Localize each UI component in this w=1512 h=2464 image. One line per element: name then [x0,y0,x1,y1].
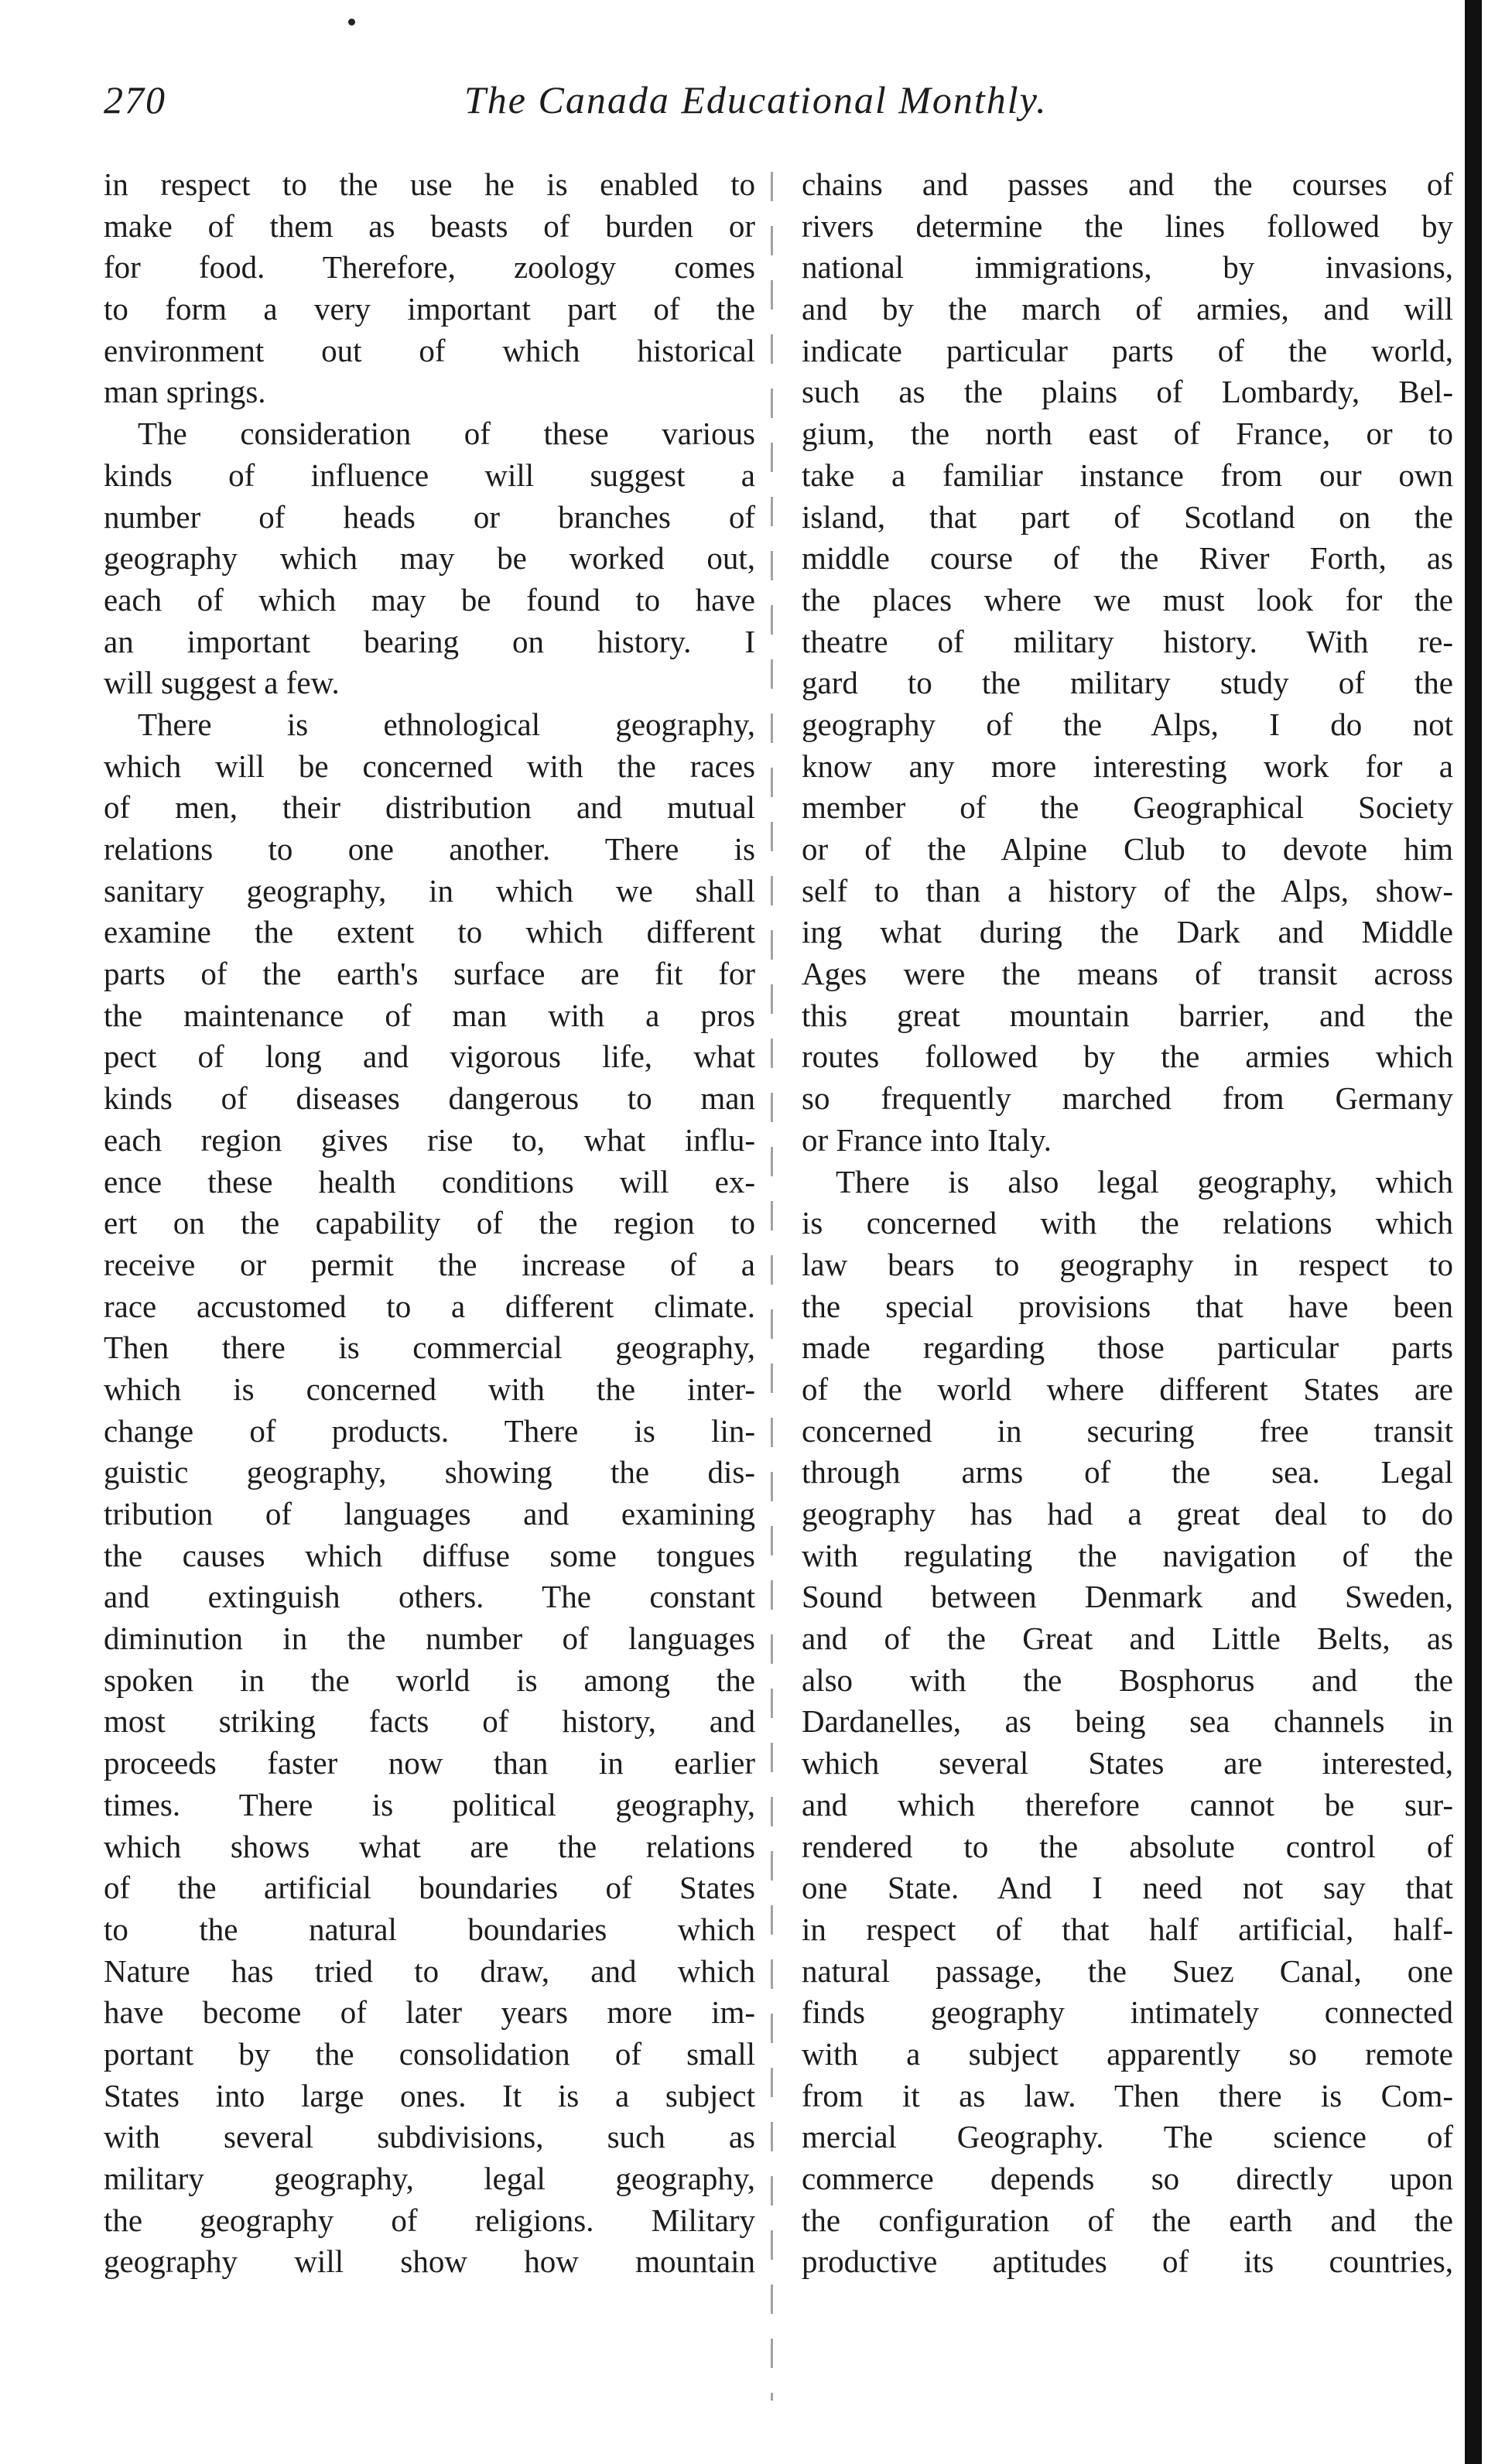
right-text-column [802,164,1453,2283]
text-line: Then there is commercial geography, [104,1330,755,1366]
text-line: geography which may be worked out, [104,540,755,577]
text-line: guistic geography, showing the dis- [104,1454,755,1490]
print-speck [348,19,355,26]
text-line: Ages were the means of transit across [802,956,1453,992]
text-line: made regarding those particular parts [802,1330,1453,1366]
text-line: sanitary geography, in which we shall [104,872,755,909]
text-line: of the world where different States are [802,1371,1453,1407]
text-line: with several subdivisions, such as [104,2119,755,2155]
text-line: There is ethnological geography, [138,706,755,742]
text-line: change of products. There is lin- [104,1412,755,1449]
text-line: so frequently marched from Germany [802,1080,1453,1117]
text-line: which shows what are the relations [104,1828,755,1864]
page-number: 270 [104,78,166,121]
text-line: know any more interesting work for a [802,748,1453,784]
text-line: law bears to geography in respect to [802,1246,1453,1282]
text-line: and extinguish others. The constant [104,1579,755,1615]
text-line: routes followed by the armies which [802,1039,1453,1075]
text-line: commerce depends so directly upon [802,2161,1453,2196]
text-line: States into large ones. It is a subject [104,2077,755,2113]
text-line: each region gives rise to, what influ- [104,1121,755,1158]
text-line: with a subject apparently so remote [802,2035,1453,2072]
text-line: kinds of diseases dangerous to man [104,1080,755,1117]
text-line: rendered to the absolute control of [802,1828,1453,1864]
column-gutter-rule [771,172,773,2401]
text-line: parts of the earth's surface are fit for [104,956,755,992]
text-line: relations to one another. There is [104,831,755,867]
text-line: or France into Italy. [802,1121,1052,1158]
text-line: the special provisions that have been [802,1288,1453,1324]
text-line: one State. And I need not say that [802,1870,1453,1906]
text-line: in respect of that half artificial, half- [802,1911,1453,1947]
text-line: most striking facts of history, and [104,1703,755,1740]
text-line: of the artificial boundaries of States [104,1870,755,1906]
text-line: self to than a history of the Alps, show- [802,872,1453,909]
text-line: spoken in the world is among the [104,1661,755,1698]
text-line: and of the Great and Little Belts, as [802,1620,1453,1657]
text-line: member of the Geographical Society [802,789,1453,826]
text-line: the causes which diffuse some tongues [104,1537,755,1573]
text-line: in respect to the use he is enabled to [104,166,755,202]
text-line: the geography of religions. Military [104,2202,755,2238]
text-line: chains and passes and the courses of [802,166,1453,202]
text-line: ence these health conditions will ex- [104,1163,755,1199]
text-line: productive aptitudes of its countries, [802,2243,1453,2280]
text-line: to form a very important part of the [104,291,755,327]
text-line: with regulating the navigation of the [802,1537,1453,1573]
text-line: have become of later years more im- [104,1994,755,2031]
text-line: geography will show how mountain [104,2243,755,2280]
text-line: also with the Bosphorus and the [802,1661,1453,1698]
running-title: The Canada Educational Monthly. [464,78,1048,121]
text-line: Sound between Denmark and Sweden, [802,1579,1453,1615]
text-line: ert on the capability of the region to [104,1205,755,1241]
text-line: geography has had a great deal to do [802,1496,1453,1531]
text-line: of men, their distribution and mutual [104,789,755,826]
text-line: national immigrations, by invasions, [802,249,1453,286]
left-text-column [104,164,755,2283]
text-line: the configuration of the earth and the [802,2202,1453,2238]
text-line: which several States are interested, [802,1745,1453,1781]
text-line: this great mountain barrier, and the [802,997,1453,1033]
text-line: through arms of the sea. Legal [802,1454,1453,1490]
text-line: the maintenance of man with a pros [104,997,755,1033]
text-line: race accustomed to a different climate. [104,1288,755,1324]
text-line: Dardanelles, as being sea channels in [802,1703,1453,1740]
text-line: military geography, legal geography, [104,2161,755,2196]
text-line: natural passage, the Suez Canal, one [802,1952,1453,1989]
text-line: which will be concerned with the races [104,748,755,784]
text-line: pect of long and vigorous life, what [104,1039,755,1075]
text-line: gard to the military study of the [802,665,1453,701]
text-line: or of the Alpine Club to devote him [802,831,1453,867]
text-line: each of which may be found to have [104,581,755,618]
text-line: the places where we must look for the [802,581,1453,618]
text-line: geography of the Alps, I do not [802,706,1453,742]
text-line: rivers determine the lines followed by [802,207,1453,244]
text-line: gium, the north east of France, or to [802,416,1453,452]
text-line: concerned in securing free transit [802,1412,1453,1449]
text-line: tribution of languages and examining [104,1496,755,1531]
text-line: finds geography intimately connected [802,1994,1453,2031]
text-line: and by the march of armies, and will [802,291,1453,327]
text-line: an important bearing on history. I [104,623,755,659]
text-line: which is concerned with the inter- [104,1371,755,1407]
text-line: mercial Geography. The science of [802,2119,1453,2155]
text-line: is concerned with the relations which [802,1205,1453,1241]
text-line: and which therefore cannot be sur- [802,1786,1453,1822]
text-line: middle course of the River Forth, as [802,540,1453,577]
text-line: number of heads or branches of [104,498,755,535]
text-line: There is also legal geography, which [836,1163,1453,1199]
text-line: take a familiar instance from our own [802,457,1453,493]
text-line: indicate particular parts of the world, [802,332,1453,368]
text-line: make of them as beasts of burden or [104,207,755,244]
text-line: theatre of military history. With re- [802,623,1453,659]
text-line: ing what during the Dark and Middle [802,914,1453,950]
text-line: The consideration of these various [138,416,755,452]
text-line: receive or permit the increase of a [104,1246,755,1282]
text-line: examine the extent to which different [104,914,755,950]
text-line: environment out of which historical [104,332,755,368]
text-line: from it as law. Then there is Com- [802,2077,1453,2113]
text-line: portant by the consolidation of small [104,2035,755,2072]
binding-edge [1465,0,1482,2464]
text-line: island, that part of Scotland on the [802,498,1453,535]
text-line: man springs. [104,374,266,410]
text-line: times. There is political geography, [104,1786,755,1822]
text-line: kinds of influence will suggest a [104,457,755,493]
text-line: proceeds faster now than in earlier [104,1745,755,1781]
text-line: diminution in the number of languages [104,1620,755,1657]
text-line: will suggest a few. [104,665,340,701]
text-line: Nature has tried to draw, and which [104,1952,755,1989]
text-line: to the natural boundaries which [104,1911,755,1947]
text-line: such as the plains of Lombardy, Bel- [802,374,1453,410]
text-line: for food. Therefore, zoology comes [104,249,755,286]
